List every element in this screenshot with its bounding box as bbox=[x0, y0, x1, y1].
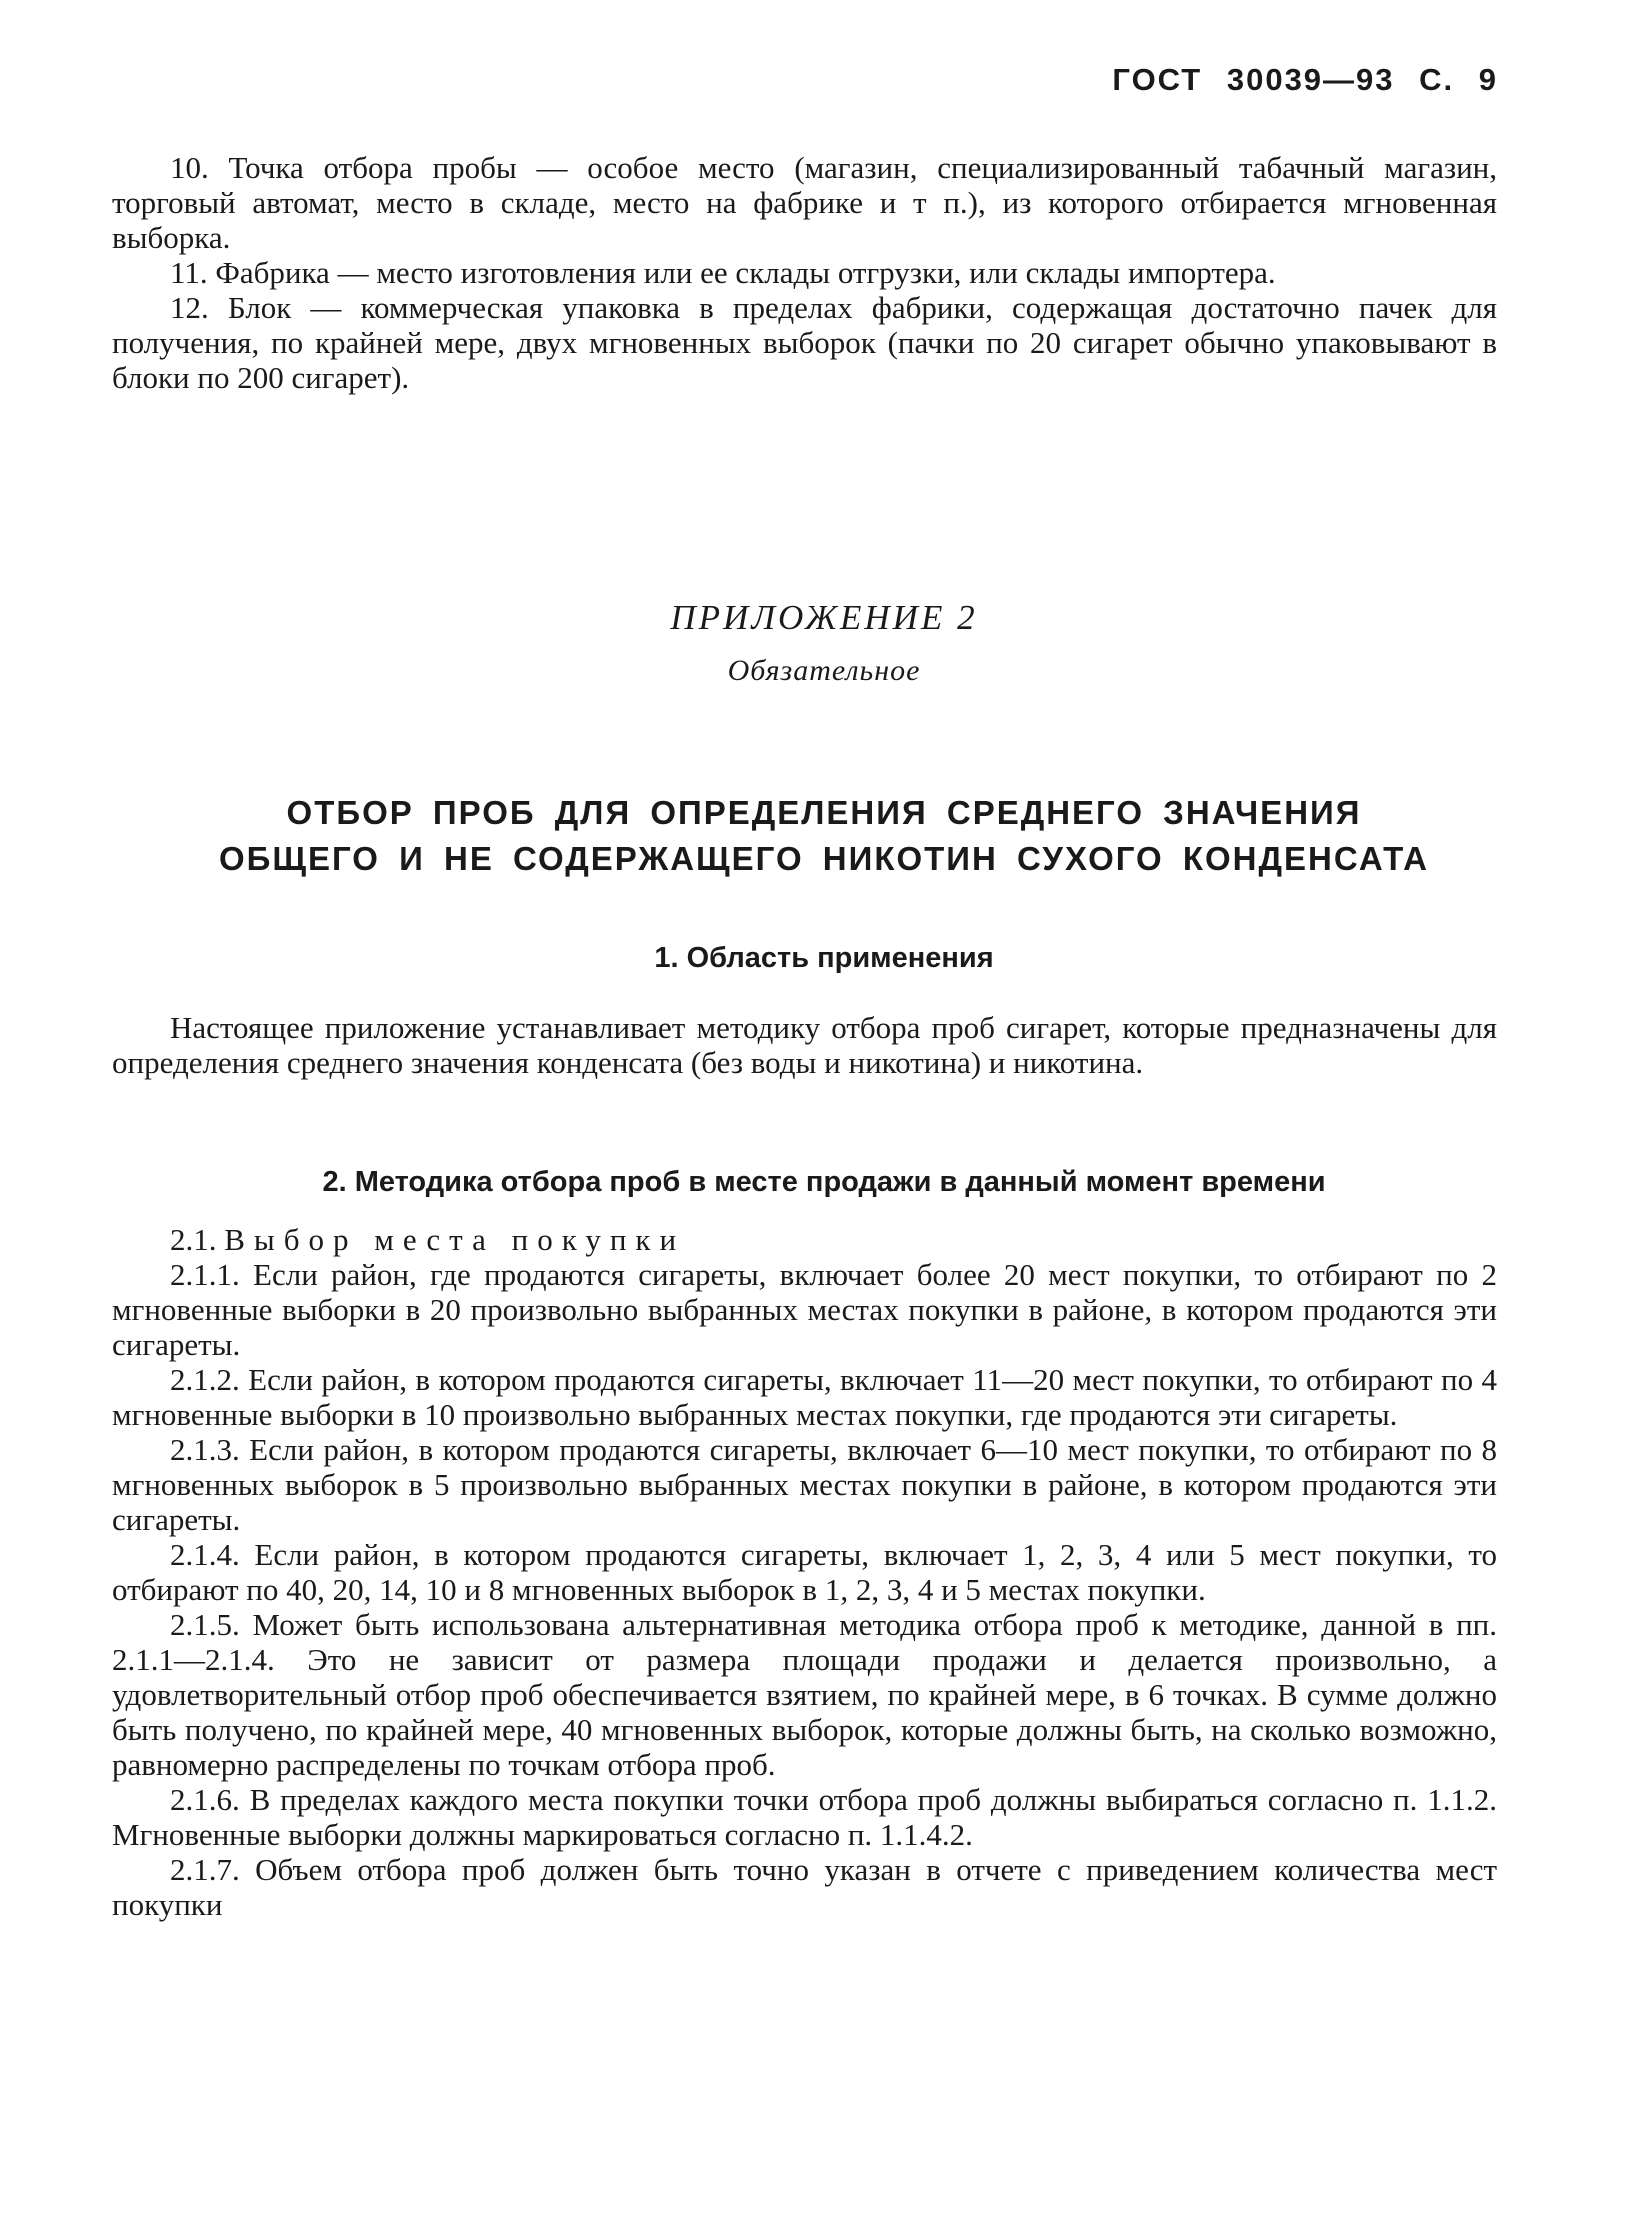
paragraph: 2.1.3. Если район, в котором продаются сигареты, включает 6—10 мест покупки, то отбирают по 8 мгновенных выборок в 5 произвольно выбранных местах покупки в районе, в котором продаются эти сигареты. bbox=[112, 1432, 1497, 1537]
section-heading: 1. Область применения bbox=[654, 942, 994, 974]
appendix-subtitle: Обязательное bbox=[727, 654, 921, 687]
paragraph: 2.1.1. Если район, где продаются сигареты, включает более 20 мест покупки, то отбирают по 2 мгновенные выборки в 20 произвольно выбранных местах покупки в районе, в котором продаются эти сигареты. bbox=[112, 1257, 1497, 1362]
paragraph: 2.1.7. Объем отбора проб должен быть точно указан в отчете с приведением количества мест покупки bbox=[112, 1852, 1497, 1922]
document-title-line: ОТБОР ПРОБ ДЛЯ ОПРЕДЕЛЕНИЯ СРЕДНЕГО ЗНАЧЕНИЯ bbox=[286, 794, 1362, 831]
appendix-title: ПРИЛОЖЕНИЕ 2 bbox=[670, 598, 978, 637]
section-heading: 2. Методика отбора проб в месте продажи в данный момент времени bbox=[322, 1166, 1326, 1198]
definition-item: 10. Точка отбора пробы — особое место (магазин, специализированный табачный магазин, торговый автомат, место в складе, место на фабрике и т п.), из которого отбирается мгновенная выборка. bbox=[112, 150, 1497, 255]
paragraph: 2.1.4. Если район, в котором продаются сигареты, включает 1, 2, 3, 4 или 5 мест покупки, то отбирают по 40, 20, 14, 10 и 8 мгновенных выборок в 1, 2, 3, 4 и 5 местах покупки. bbox=[112, 1537, 1497, 1607]
subsection-number: 2.1. bbox=[170, 1222, 217, 1257]
section-body bbox=[112, 1222, 1497, 1922]
paragraph: 2.1.6. В пределах каждого места покупки точки отбора проб должны выбираться согласно п. 1.1.2. Мгновенные выборки должны маркироваться согласно п. 1.1.4.2. bbox=[112, 1782, 1497, 1852]
section-body bbox=[112, 1010, 1497, 1080]
definition-item: 12. Блок — коммерческая упаковка в пределах фабрики, содержащая достаточно пачек для получения, по крайней мере, двух мгновенных выборок (пачки по 20 сигарет обычно упаковывают в блоки по 200 сигарет). bbox=[112, 290, 1497, 395]
definition-item: 11. Фабрика — место изготовления или ее склады отгрузки, или склады импортера. bbox=[170, 255, 1276, 290]
subsection-title: Выбор места покупки bbox=[224, 1222, 686, 1257]
page-header: ГОСТ 30039—93 С. 9 bbox=[1112, 62, 1498, 97]
paragraph: 2.1.2. Если район, в котором продаются сигареты, включает 11—20 мест покупки, то отбирают по 4 мгновенные выборки в 10 произвольно выбранных местах покупки, где продаются эти сигареты. bbox=[112, 1362, 1497, 1432]
paragraph: 2.1.5. Может быть использована альтернативная методика отбора проб к методике, данной в пп. 2.1.1—2.1.4. Это не зависит от размера площади продажи и делается произвольно, а удовлетворительный отбор проб обеспечивается взятием, по крайней мере, в 6 точках. В сумме должно быть получено, по крайней мере, 40 мгновенных выборок, которые должны быть, на сколько возможно, равномерно распределены по точкам отбора проб. bbox=[112, 1607, 1497, 1782]
document-title-line: ОБЩЕГО И НЕ СОДЕРЖАЩЕГО НИКОТИН СУХОГО КОНДЕНСАТА bbox=[219, 840, 1429, 877]
subsection-heading bbox=[112, 1222, 1497, 1257]
document-title bbox=[0, 790, 1648, 882]
paragraph: Настоящее приложение устанавливает методику отбора проб сигарет, которые предназначены для определения среднего значения конденсата (без воды и никотина) и никотина. bbox=[112, 1010, 1497, 1080]
definitions-block bbox=[112, 150, 1497, 395]
